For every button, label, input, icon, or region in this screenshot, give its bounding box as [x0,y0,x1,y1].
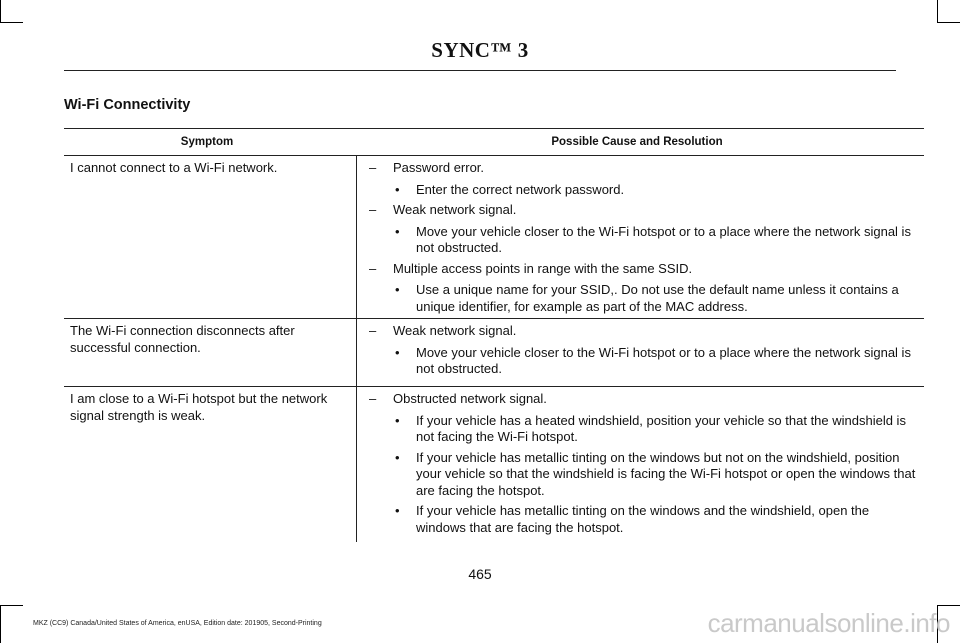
cause-text: Weak network signal. [393,202,517,217]
cause-item [369,261,920,278]
dash-marker: – [369,323,377,338]
resolution-item [393,224,920,257]
resolution-text: If your vehicle has a heated windshield, position your vehicle so that the windshield is not facing the Wi-Fi hotspot. [416,412,906,444]
dash-marker: – [369,391,377,406]
crop-mark [0,605,23,606]
column-header-cause-resolution: Possible Cause and Resolution [551,136,723,148]
dash-marker: – [369,160,377,175]
symptom-cell: I cannot connect to a Wi-Fi network. [64,156,357,318]
bullet-marker: • [395,412,400,428]
section-title: Wi-Fi Connectivity [64,97,191,113]
crop-mark [0,22,23,23]
table-row [64,319,924,387]
crop-mark [937,0,938,23]
edition-footer: MKZ (CC9) Canada/United States of America, enUSA, Edition date: 201905, Second-Printing [33,620,322,627]
resolution-item [393,345,920,378]
bullet-marker: • [395,223,400,239]
table-row [64,156,924,319]
bullet-marker: • [395,282,400,297]
table-header [64,129,924,156]
resolution-text: Use a unique name for your SSID,. Do not use the default name unless it contains a unique identifier, for example as part of the MAC address. [416,282,899,314]
troubleshooting-table [64,128,924,542]
cause-text: Obstructed network signal. [393,391,547,406]
bullet-marker: • [395,449,400,465]
cause-text: Multiple access points in range with the same SSID. [393,260,693,276]
bullet-marker: • [395,181,400,197]
dash-marker: – [369,260,377,276]
page-header-title: SYNC™ 3 [431,38,529,62]
cause-item [369,160,920,177]
column-header-symptom: Symptom [180,136,234,148]
symptom-cell: I am close to a Wi-Fi hotspot but the network signal strength is weak. [64,387,357,542]
cause-text: Weak network signal. [393,323,517,338]
crop-mark [937,605,960,606]
cause-resolution-cell [357,319,924,386]
resolution-text: Enter the correct network password. [416,181,625,197]
cause-text: Password error. [393,160,485,175]
crop-mark [0,605,1,643]
resolution-text: If your vehicle has metallic tinting on the windows and the windshield, open the windows that are facing the hotspot. [416,503,870,535]
resolution-text: If your vehicle has metallic tinting on the windows but not on the windshield, position your vehicle so that the windshield is facing the Wi-Fi hotspot or open the windows that are facing the hotspot. [416,449,916,498]
watermark-logo: carmanualsonline.info [707,608,950,638]
resolution-item [393,282,920,315]
resolution-item [393,450,920,500]
resolution-item [393,182,920,199]
bullet-marker: • [395,503,400,518]
resolution-text: Move your vehicle closer to the Wi-Fi hotspot or to a place where the network signal is not obstructed. [416,344,911,376]
cause-item [369,391,920,408]
resolution-text: Move your vehicle closer to the Wi-Fi hotspot or to a place where the network signal is not obstructed. [416,223,911,255]
resolution-item [393,503,920,536]
crop-mark [937,22,960,23]
header-divider [64,70,896,71]
cause-item [369,323,920,340]
cause-item [369,202,920,219]
cause-resolution-cell [357,156,924,318]
resolution-item [393,413,920,446]
symptom-cell: The Wi-Fi connection disconnects after successful connection. [64,319,357,386]
crop-mark [0,0,1,23]
page-number: 465 [468,566,492,582]
table-row [64,387,924,542]
dash-marker: – [369,202,377,217]
bullet-marker: • [395,344,400,360]
cause-resolution-cell [357,387,924,542]
